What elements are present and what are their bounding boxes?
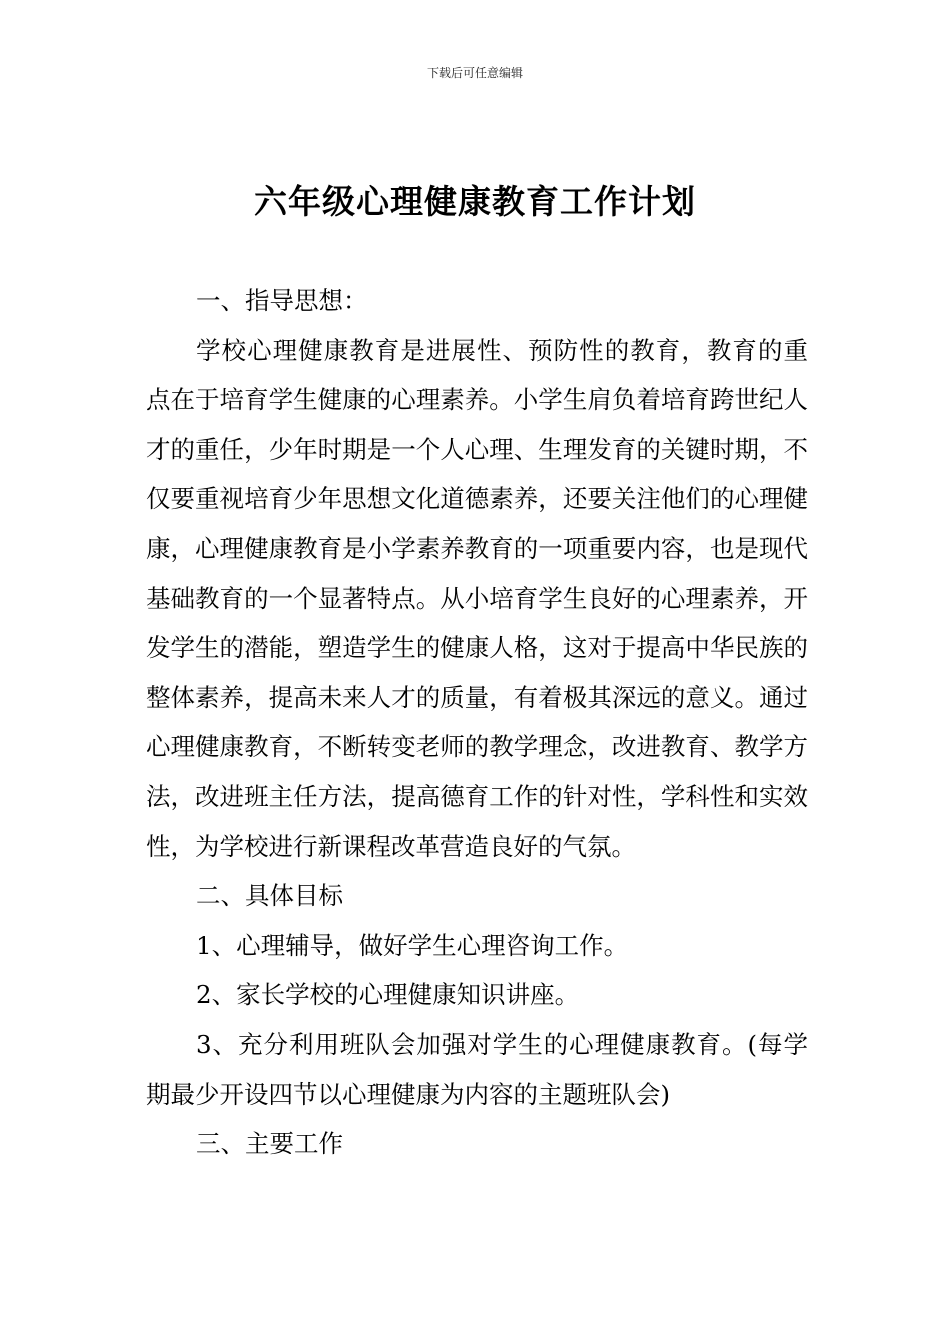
section-heading-specific-goals: 二、具体目标 (196, 881, 343, 911)
header-note: 下载后可任意编辑 (426, 66, 523, 80)
section-heading-guiding-ideology: 一、指导思想： (196, 286, 368, 315)
paragraph-guiding-ideology: 学校心理健康教育是进展性、预防性的教育，教育的重点在于培育学生健康的心理素养。小学生肩负着培育跨世纪人才的重任，少年时期是一个人心理、生理发育的关键时期，不仅要重视培育少年思想文化道德素养，还要关注他们的心理健康，心理健康教育是小学素养教育的一项重要内容，也是现代基础教育的一个显著特点。从小培育学生良好的心理素养，开发学生的潜能，塑造学生的健康人格，这对于提高中华民族的整体素养，提高未来人才的质量，有着极其深远的意义。通过心理健康教育，不断转变老师的教学理念，改进教育、教学方法，改进班主任方法，提高德育工作的针对性，学科性和实效性，为学校进行新课程改革营造良好的气氛。 (146, 335, 808, 861)
section-heading-main-work: 三、主要工作 (196, 1129, 343, 1159)
goal-item-3: 3、充分利用班队会加强对学生的心理健康教育。(每学期最少开设四节以心理健康为内容的主题班队会) (146, 1029, 808, 1109)
document-body (146, 276, 808, 1169)
goal-item-2: 2、家长学校的心理健康知识讲座。 (196, 980, 580, 1010)
goal-item-1: 1、心理辅导，做好学生心理咨询工作。 (196, 930, 629, 960)
document-title: 六年级心理健康教育工作计划 (254, 182, 696, 221)
